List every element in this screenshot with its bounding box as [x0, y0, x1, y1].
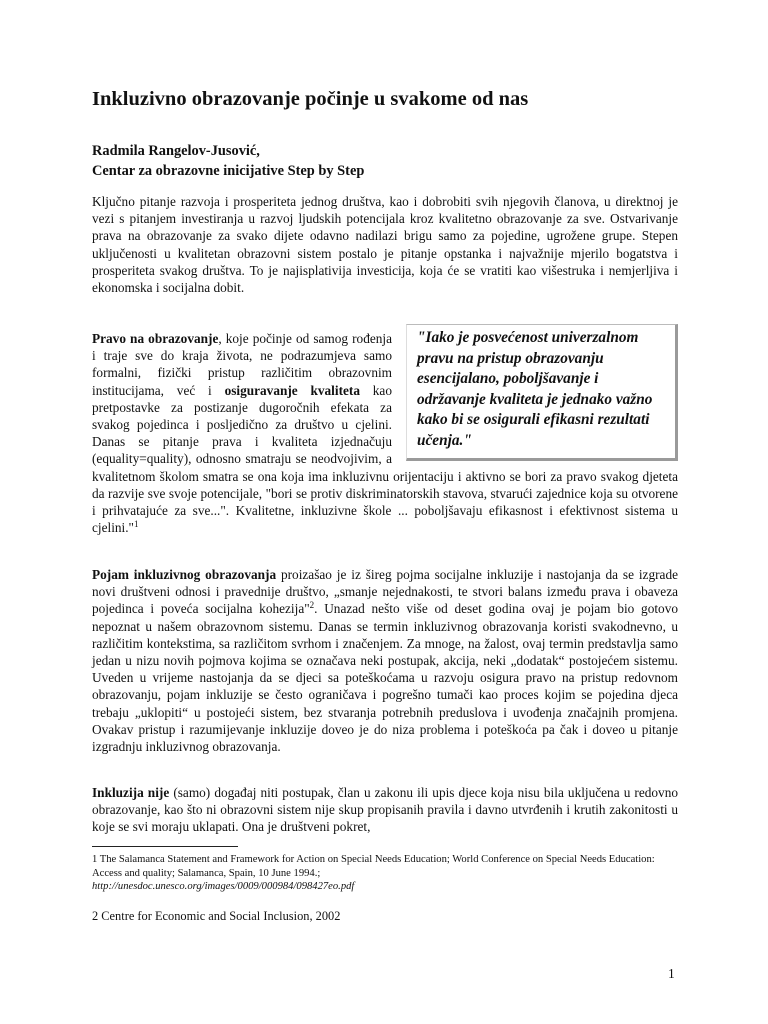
footnote-1-number: 1	[92, 854, 98, 865]
author-organization: Centar za obrazovne inicijative Step by Step	[92, 163, 365, 179]
term-inclusion-is-not: Inkluzija nije	[92, 785, 170, 800]
paragraph-right-to-education	[92, 330, 678, 536]
footnote-1	[92, 853, 678, 894]
footnote-ref-2[interactable]: 2	[309, 600, 315, 611]
document-title: Inkluzivno obrazovanje počinje u svakome od nas	[92, 88, 529, 110]
paragraph-text: . Unazad nešto više od deset godina ovaj je pojam bio gotovo nepoznat u našem obrazovnom sistemu. Danas se termin inkluzivnog obrazovanja koristi svakodnevno, u različitim kontekstima, sa različitom svrhom i značenjem. Za mnoge, na žalost, ovaj termin predstavlja samo jedan u nizu novih pojmova kojima se označava neki postupak, akcija, neki „dodatak“ postojećem sistemu. Uveden u vrijeme nastojanja da se djeci sa poteškoćama u razvoju osigura pravo na pristup redovnom obrazovanju, pojam inkluzije se često ograničava i pogrešno tumači kao proces kojim se pojedina djeca trebaju „uklopiti“ u postojeći sistem, bez stvaranja potrebnih preduslova i uvođenja značajnih promjena. Ovakav pristup i razumijevanje inkluzije doveo je do niza problema i poteškoća pa čak i doveo u pitanje izgradnju inkluzivnog obrazovanja.	[92, 601, 678, 755]
footnote-divider	[92, 846, 238, 847]
pull-quote: "Iako je posvećenost univerzalnom pravu na pristup obrazovanju esencijalano, poboljšavanje i održavanje kvaliteta je jednako važno kako bi se osigurali efikasni rezultati učenja."	[406, 324, 678, 461]
author-block	[92, 141, 364, 181]
footnote-1-link[interactable]: http://unesdoc.unesco.org/images/0009/000984/098427eo.pdf	[92, 881, 355, 892]
paragraph-inclusive-education	[92, 566, 678, 755]
page-number: 1	[668, 966, 675, 981]
paragraph-text: kao pretpostavke za postizanje dugoročnih efekata za svakog pojedinca i posljedično za društvo u cjelini. Danas se pitanje prava i kvaliteta izjednačuju (equality=quality), odnosno smatraju se neodvojivim, a kvalitetnom školom smatra se ona koja ima inkluzivnu orijentaciju i aktivno se bori za pravo svakog djeteta da razvije sve svoje potencijale, "bori se protiv diskriminatorskih stavova, stvarući zajednice koja su otvorene i prihvatajuće za sve...". Kvalitetne, inkluzivne škole ... poboljšavaju efikasnost i efektivnost sistema u cjelini."	[92, 382, 678, 536]
paragraph-text: proizašao je iz šireg pojma socijalne inkluzije i nastojanja da se izgrade novi društveni odnosi i pravednije društvo, „smanje nejednakosti, te stvori balans između prava i obaveza pojedinca i poveća socijalna kohezija"	[92, 567, 678, 617]
footnote-1-text: The Salamanca Statement and Framework for Action on Special Needs Education; World Conference on Special Needs Education: Access and quality; Salamanca, Spain, 10 June 1994.;	[92, 854, 655, 879]
footnote-2: 2 Centre for Economic and Social Inclusion, 2002	[92, 909, 341, 923]
paragraph-text: (samo) događaj niti postupak, član u zakonu ili upis djece koja nisu bila uključena u redovno obrazovanje, kao što ni obrazovni sistem nije skup propisanih pravila i davno utvrđenih i krutih zakonitosti u koje se svi moraju uklapati. Ona je društveni pokret,	[92, 785, 678, 835]
author-name: Radmila Rangelov-Jusović,	[92, 143, 260, 159]
paragraph-intro: Ključno pitanje razvoja i prosperiteta jednog društva, kao i dobrobiti svih njegovih članova, u direktnoj je vezi s pitanjem investiranja u razvoj ljudskih potencijala kroz kvalitetno obrazovanje za sve. Ostvarivanje prava na obrazovanje za svako dijete odavno nadilazi brigu samo za pojedine, ugrožene grupe. Stepen uključenosti u kvalitetan obrazovni sistem postalo je pitanje opstanka i najvažnije mjerilo bogatstva i prosperiteta svakog društva. To je najisplativija investicija, koja će se vratiti kao višestruka i nemjerljiva i ekonomska i socijalna dobit.	[92, 194, 678, 296]
paragraph-inclusion-is-not	[92, 784, 678, 836]
footnote-ref-1[interactable]: 1	[133, 519, 139, 530]
paragraph-text: , koje počinje od samog rođenja i traje sve do kraja života, ne podrazumjeva samo formalni, fizički pristup različitim obrazovnim institucijama, već i	[92, 331, 392, 398]
term-inclusive-education: Pojam inkluzivnog obrazovanja	[92, 567, 277, 582]
term-right-to-education: Pravo na obrazovanje	[92, 331, 219, 346]
term-quality-assurance: osiguravanje kvaliteta	[224, 382, 360, 398]
